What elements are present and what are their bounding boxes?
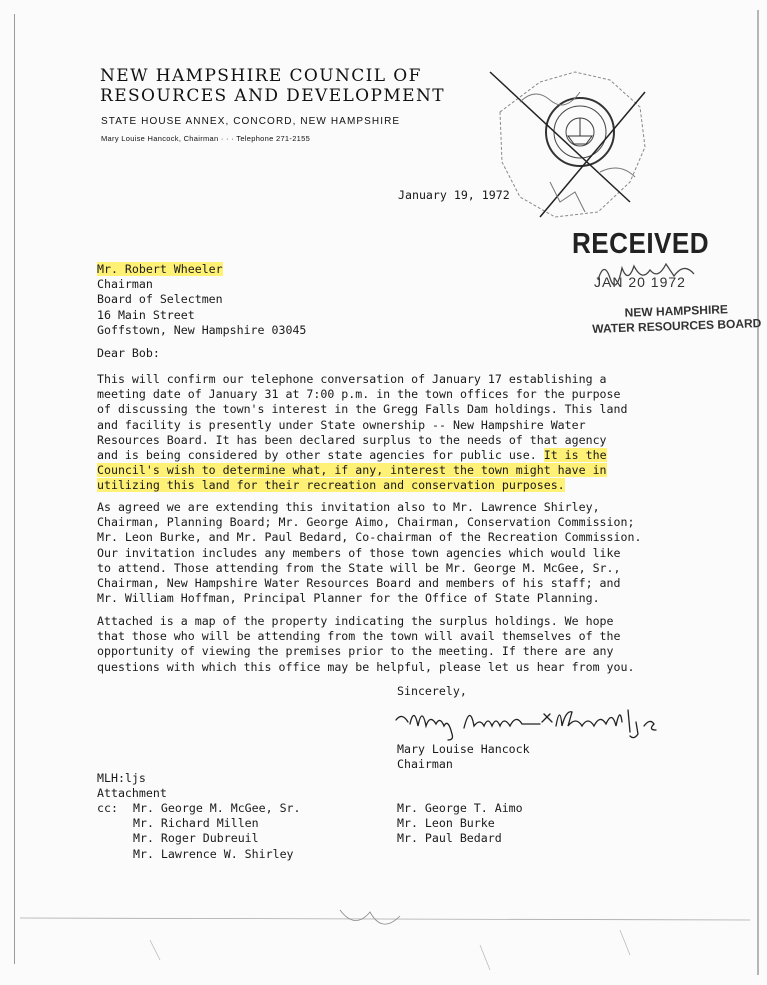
recipient-city: Goffstown, New Hampshire 03045 xyxy=(97,322,307,337)
typist-initials: MLH:ljs xyxy=(97,771,146,785)
p2-line: Mr. Leon Burke, and Mr. Paul Bedard, Co-chairman of the Recreation Commission. xyxy=(97,530,642,545)
letterhead-org xyxy=(100,66,445,106)
recipient-title: Chairman xyxy=(97,277,153,292)
body-paragraph-3 xyxy=(97,614,634,675)
page-edge-left xyxy=(14,14,15,964)
state-seal-emblem xyxy=(480,52,660,232)
p2-line: Chairman, Planning Board; Mr. George Aimo, Chairman, Conservation Commission; xyxy=(97,515,635,530)
recipient-name: Mr. Robert Wheeler xyxy=(97,262,223,276)
recipient-block xyxy=(97,262,306,338)
org-line-1: NEW HAMPSHIRE COUNCIL OF xyxy=(100,66,422,86)
org-line-2: RESOURCES AND DEVELOPMENT xyxy=(100,86,445,106)
p1-line: of discussing the town's interest in the Gregg Falls Dam holdings. This land xyxy=(97,402,628,417)
p1-highlight-line-2: Council's wish to determine what, if any, interest the town might have in xyxy=(97,463,607,478)
cc-list-right xyxy=(397,801,523,847)
p2-line: As agreed we are extending this invitation also to Mr. Lawrence Shirley, xyxy=(97,500,600,514)
stamp-initials-scribble xyxy=(594,258,714,288)
cc-label: cc: xyxy=(97,801,118,815)
stamp-org-line-2: WATER RESOURCES BOARD xyxy=(592,316,762,336)
cc-item: Mr. Richard Millen xyxy=(133,816,259,831)
signer-name: Mary Louise Hancock xyxy=(397,742,530,756)
recipient-org: Board of Selectmen xyxy=(97,292,223,307)
p1-line: This will confirm our telephone conversation of January 17 establishing a xyxy=(97,372,607,386)
signer-title: Chairman xyxy=(397,757,453,772)
p1-line: and facility is presently under State ownership -- New Hampshire Water xyxy=(97,417,586,432)
letter-date: January 19, 1972 xyxy=(398,188,510,202)
signer-block xyxy=(397,742,530,772)
p2-line: to attend. Those attending from the State will be Mr. George M. McGee, Sr., xyxy=(97,560,621,575)
handwritten-signature xyxy=(392,700,662,742)
closing: Sincerely, xyxy=(397,684,467,698)
p2-line: Chairman, New Hampshire Water Resources Board and members of his staff; and xyxy=(97,576,621,591)
salutation: Dear Bob: xyxy=(97,346,160,360)
cc-item: Mr. George T. Aimo xyxy=(397,801,523,815)
stamp-org-line-1: NEW HAMPSHIRE xyxy=(624,302,729,320)
p2-line: Mr. William Hoffman, Principal Planner for the Office of State Planning. xyxy=(97,591,600,606)
received-stamp-title: RECEIVED xyxy=(572,228,710,260)
received-stamp-org xyxy=(592,301,762,337)
cc-list-left xyxy=(133,801,301,862)
body-paragraph-1 xyxy=(97,372,627,494)
letterhead-address: STATE HOUSE ANNEX, CONCORD, NEW HAMPSHIRE xyxy=(101,116,401,127)
p1-line: Resources Board. It has been declared surplus to the needs of that agency xyxy=(97,432,607,447)
cc-item: Mr. Roger Dubreuil xyxy=(133,831,259,846)
cc-item: Mr. Paul Bedard xyxy=(397,831,502,846)
letterhead-chair-line: Mary Louise Hancock, Chairman · · · Telephone 271-2155 xyxy=(101,134,311,143)
p3-line: opportunity of viewing the premises prior to the meeting. If there are any xyxy=(97,644,614,659)
p3-line: that those who will be attending from the town will avail themselves of the xyxy=(97,629,621,644)
cc-item: Mr. Leon Burke xyxy=(397,816,495,831)
recipient-street: 16 Main Street xyxy=(97,307,195,322)
p3-line: Attached is a map of the property indicating the surplus holdings. We hope xyxy=(97,614,614,628)
p1-highlight-line-3: utilizing this land for their recreation and conservation purposes. xyxy=(97,478,565,493)
p1-highlight-start: It is the xyxy=(543,448,607,463)
scan-noise xyxy=(20,900,750,980)
page-edge-right xyxy=(757,10,759,975)
p3-line: questions with which this office may be helpful, please let us hear from you. xyxy=(97,659,635,674)
p2-line: Our invitation includes any members of those town agencies which would like xyxy=(97,545,621,560)
reference-block xyxy=(97,771,167,801)
cc-item: Mr. George M. McGee, Sr. xyxy=(133,801,301,815)
received-stamp-date: JAN 20 1972 xyxy=(594,274,686,290)
cc-item: Mr. Lawrence W. Shirley xyxy=(133,846,294,861)
attachment-label: Attachment xyxy=(97,786,167,801)
body-paragraph-2 xyxy=(97,500,641,606)
p1-line: meeting date of January 31 at 7:00 p.m. in the town offices for the purpose xyxy=(97,387,621,402)
p1-line: and is being considered by other state agencies for public use. xyxy=(97,448,537,463)
